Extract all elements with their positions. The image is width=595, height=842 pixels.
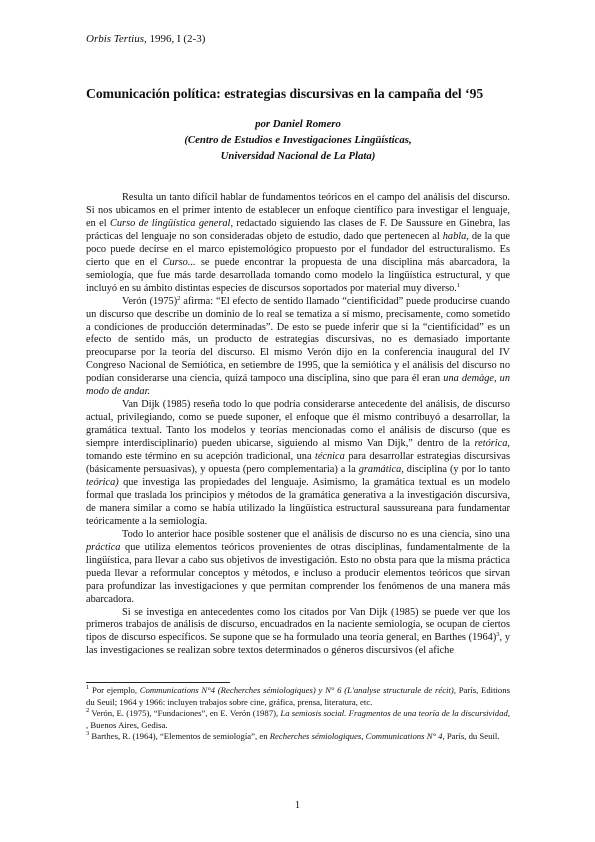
page-number: 1 bbox=[294, 800, 301, 811]
footnotes bbox=[86, 685, 510, 743]
footnote-ref-1[interactable]: 1 bbox=[456, 281, 461, 289]
footnote-ref-2[interactable]: 2 bbox=[177, 294, 181, 302]
footnote-3: $^3$ Barthes, R. (1964), “Elementos de semiología”, en Recherches sémiologiques, Communications N° 4, París, du Seuil. bbox=[86, 730, 500, 742]
footnote-divider bbox=[86, 682, 230, 683]
author-name: por Daniel Romero bbox=[255, 118, 341, 130]
affiliation-line-1: (Centro de Estudios e Investigaciones Lingüísticas, bbox=[184, 134, 412, 146]
footnote-2: $^2$ Verón, E. (1975), “Fundaciones”, en E. Verón (1987), La semiosis social. Fragmentos de una teoría de la discursividad, , Buenos Aires, Gedisa. bbox=[86, 707, 510, 730]
footnote-ref-3[interactable]: 3 bbox=[496, 631, 500, 639]
byline bbox=[86, 116, 510, 164]
affiliation-line-2: Universidad Nacional de La Plata) bbox=[220, 150, 376, 162]
footnote-1: $^1$ Por ejemplo, Communications N°4 (Recherches sémiologiques) y N° 6 (L'analyse structurale de récit), París, Editions du Seuil; 1964 y 1966: incluyen trabajos sobre cine, gráfica, prensa, literatura, etc. bbox=[86, 684, 510, 707]
article-body bbox=[86, 192, 510, 658]
paragraph-2: Verón $(1975)^2$ afirma: “El efecto de sentido llamado “cientificidad” puede producirse cuando un discurso que describe un dominio de lo real se tematiza a sí mismo, precisamente, como sometido a condiciones de producción determinadas”. De esto se puede inferir que si la “cientifícidad” es un efecto de sentido más, un producto de estrategias discursivas, no es demasiado importante preocuparse por la teoría del discurso. El mismo Verón dijo en la conferencia inaugural del IV Congreso Nacional de Semiótica, en setiembre de 1995, que la semiótica y el análisis del discurso no podían considerarse una ciencia, quizá tampoco una disciplina, sino que para él eran una demàge, un modo de andar. bbox=[86, 294, 510, 398]
journal-name: Orbis Tertius, bbox=[86, 33, 147, 45]
paragraph-3: Van Dijk (1985) reseña todo lo que podría considerarse antecedente del análisis, de discurso actual, privilegiando, como se puede suponer, el enfoque que él mismo contribuyó a desarrollar, la gramática textual. Tanto los modelos y teorías mencionadas como el análisis de discurso (que es siempre interdisciplinario) pueden ubicarse, siguiendo al mismo Van Dijk,” dentro de la retórica, tomando este término en su acepción tradicional, una técnica para desarrollar estrategias discursivas (básicamente persuasivas), y opuesta (pero complementaria) a la gramática, disciplina (y por lo tanto teórica) que investiga las propiedades del lenguaje. Asimismo, la gramática textual es un modelo formal que traslada los principios y métodos de la gramática generativa a la investigación discursiva, de manera similar a como se había utilizado la lingüística estructural saussureana para fundamentar teóricamente a la semiología. bbox=[86, 399, 511, 527]
running-header bbox=[86, 33, 205, 45]
paragraph-5: Si se investiga en antecedentes como los citados por Van Dijk (1985) se puede ver que los primeros trabajos de análisis de discurso, encuadrados en la naciente semiología, se ocupan de ciertos tipos de discurso específicos. Se supone que se ha formulado una teoría general, en Barthes $(1964)^3$, y las investigaciones se realizan sobre textos determinados o géneros discursivos (el afiche bbox=[86, 606, 510, 657]
article-title: Comunicación política: estrategias discursivas en la campaña del ‘95 bbox=[86, 86, 484, 101]
journal-issue: 1996, I (2-3) bbox=[146, 33, 206, 45]
paragraph-4: Todo lo anterior hace posible sostener que el análisis de discurso no es una ciencia, sino una práctica que utiliza elementos teóricos provenientes de otras disciplinas, fundamentalmente de la lingüística, para llevar a cabo sus objetivos de investigación. Esto no obsta para que la misma práctica pueda llevar a reformular conceptos y métodos, e incluso a producir elementos teóricos que sirvan para profundizar las investigaciones y que permitan comprender los fenómenos de una manera más abarcadora. bbox=[86, 528, 510, 605]
paragraph-1: Resulta un tanto difícil hablar de fundamentos teóricos en el campo del análisis del discurso. Si nos ubicamos en el primer intento de establecer un enfoque científico para investigar el lenguaje, en el Curso de lingüística general, redactado siguiendo las clases de F. De Saussure en Ginebra, las prácticas del lenguaje no son consideradas objeto de estudio, dado que pertenecen al habla, de la que poco puede decirse en el marco epistemológico propuesto por el fundador del estructuralismo. Es cierto que en el Curso... se puede encontrar la propuesta de una disciplina más abarcadora, la semiología, que fue más tarde desarrollada tomando como modelo la lingüística estructural, y que incluyó en su ámbito distintas especies de discursos soportados por material muy diverso.$^1$ bbox=[86, 192, 510, 294]
